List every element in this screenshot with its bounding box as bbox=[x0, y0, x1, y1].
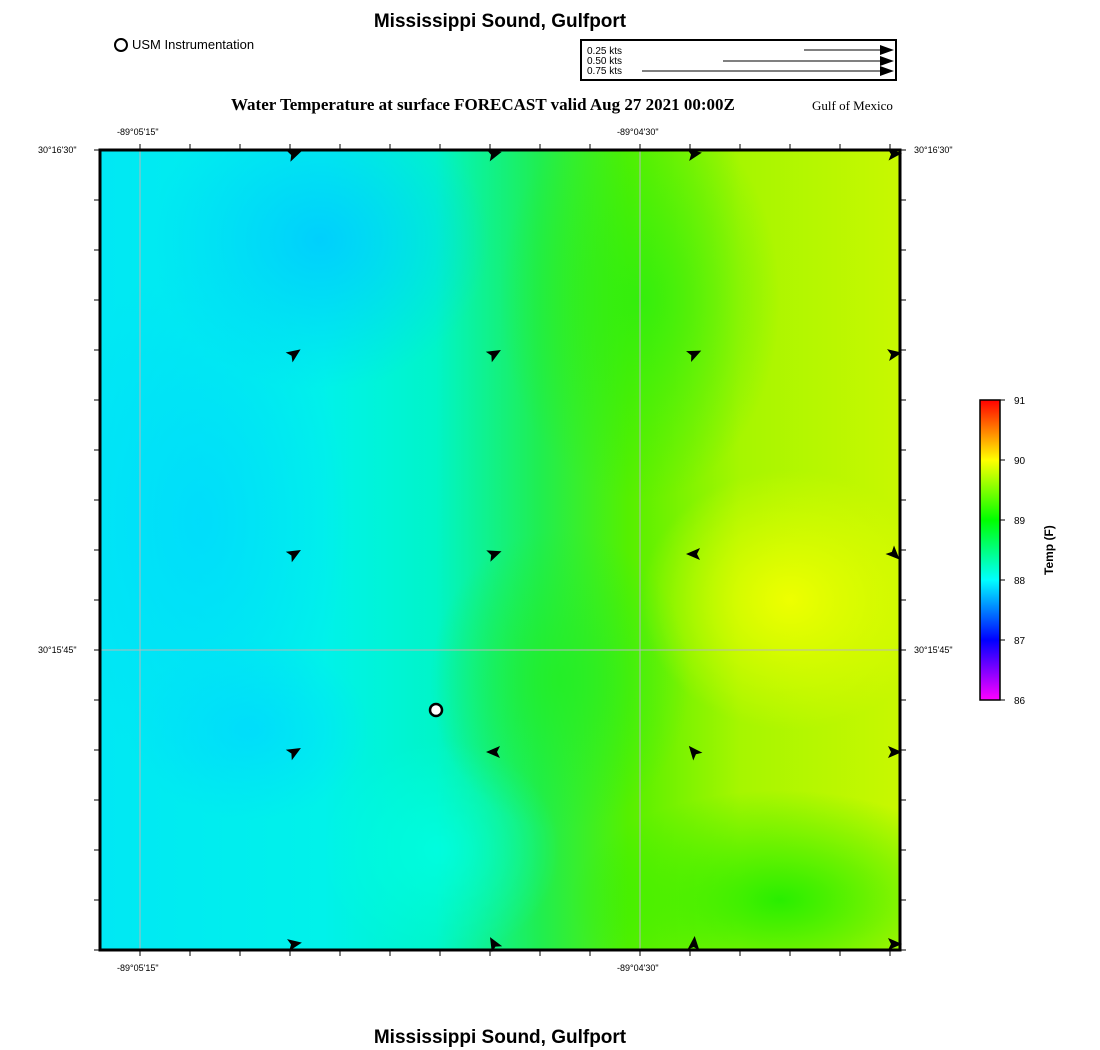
instrument-marker-icon bbox=[114, 38, 128, 52]
speed-scale-label-3: 0.75 kts bbox=[587, 66, 623, 77]
colorbar-gradient bbox=[980, 400, 1000, 700]
colorbar-ticks bbox=[1000, 396, 1026, 707]
colorbar-tick-87: 87 bbox=[1014, 636, 1026, 647]
lat-label-left-1: 30°16'30" bbox=[38, 145, 77, 155]
map-title: Mississippi Sound, Gulfport bbox=[373, 11, 627, 32]
colorbar bbox=[975, 395, 1085, 707]
temperature-map[interactable] bbox=[90, 140, 912, 960]
colorbar-tick-90: 90 bbox=[1014, 456, 1026, 467]
lat-label-left-2: 30°15'45" bbox=[38, 645, 77, 655]
colorbar-tick-89: 89 bbox=[1014, 516, 1026, 527]
lon-label-top-1: -89°05'15" bbox=[117, 127, 159, 137]
lon-label-top-2: -89°04'30" bbox=[617, 127, 659, 137]
temperature-field bbox=[90, 140, 912, 960]
lon-label-bottom-2: -89°04'30" bbox=[617, 963, 659, 973]
speed-scale-legend bbox=[580, 39, 897, 81]
colorbar-tick-91: 91 bbox=[1014, 396, 1026, 407]
lat-label-right-2: 30°15'45" bbox=[914, 645, 953, 655]
map-subtitle: Water Temperature at surface FORECAST valid Aug 27 2021 00:00Z bbox=[231, 95, 735, 114]
footer-title: Mississippi Sound, Gulfport bbox=[373, 1027, 627, 1048]
speed-scale-label-2: 0.50 kts bbox=[587, 56, 623, 67]
instrument-legend-label: USM Instrumentation bbox=[132, 37, 255, 52]
lon-label-bottom-1: -89°05'15" bbox=[117, 963, 159, 973]
colorbar-tick-88: 88 bbox=[1014, 576, 1026, 587]
speed-scale-label-1: 0.25 kts bbox=[587, 46, 623, 57]
colorbar-tick-86: 86 bbox=[1014, 696, 1026, 707]
instrument-legend bbox=[114, 37, 254, 52]
speed-scale-arrows bbox=[582, 41, 895, 79]
usm-instrument-marker[interactable] bbox=[430, 704, 442, 716]
lat-label-right-1: 30°16'30" bbox=[914, 145, 953, 155]
region-label: Gulf of Mexico bbox=[812, 98, 893, 113]
colorbar-label: Temp (F) bbox=[1042, 525, 1056, 575]
